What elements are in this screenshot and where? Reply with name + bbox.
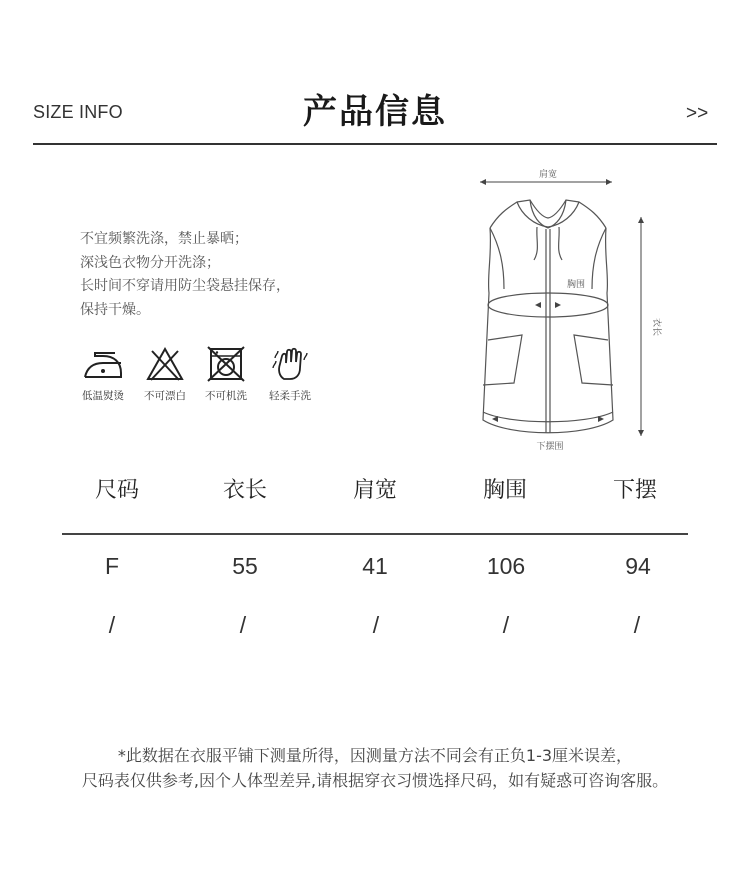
shoulder-arrow-left-icon — [480, 179, 486, 185]
shoulder-arrow-right-icon — [606, 179, 612, 185]
header-divider — [33, 143, 717, 145]
length-arrow-bottom-icon — [638, 430, 644, 436]
table-cell: / — [239, 612, 247, 638]
measurement-note — [0, 743, 750, 793]
table-cell: F — [104, 553, 120, 579]
care-label: 轻柔手洗 — [269, 390, 311, 402]
care-item-machine-wash — [198, 346, 254, 403]
note-line: 尺码表仅供参考,因个人体型差异,请根据穿衣习惯选择尺码，如有疑惑可咨询客服。 — [81, 771, 669, 790]
hem-label: 下摆围 — [536, 442, 564, 452]
care-line: 深浅色衣物分开洗涤； — [80, 254, 220, 271]
care-line: 保持干燥。 — [80, 301, 150, 318]
table-cell: / — [502, 612, 510, 638]
table-cell: 94 — [625, 553, 651, 579]
table-header-size: 尺码 — [94, 478, 139, 503]
table-header-length: 衣长 — [222, 478, 267, 503]
note-line: *此数据在衣服平铺下测量所得，因测量方法不同会有正负1-3厘米误差， — [117, 746, 633, 765]
care-line: 不宜频繁洗涤，禁止暴晒； — [80, 231, 248, 247]
no-machine-wash-icon — [207, 346, 245, 382]
care-label: 低温熨烫 — [82, 390, 124, 402]
care-label: 不可机洗 — [205, 390, 247, 402]
table-header-shoulder: 肩宽 — [352, 478, 397, 503]
chest-arrow-left-icon — [535, 302, 541, 308]
care-item-hand-wash — [262, 346, 318, 403]
care-label: 不可漂白 — [144, 390, 186, 402]
table-cell: 55 — [232, 553, 258, 579]
table-cell: 106 — [486, 553, 526, 579]
page-title: 产品信息 — [303, 92, 447, 132]
no-bleach-icon — [145, 346, 185, 382]
length-arrow-top-icon — [638, 217, 644, 223]
care-line: 长时间不穿请用防尘袋悬挂保存， — [80, 278, 290, 294]
table-divider — [62, 533, 688, 535]
gentle-hand-wash-icon — [270, 346, 310, 382]
table-header-chest: 胸围 — [482, 478, 527, 503]
care-instructions — [80, 228, 290, 322]
chest-label: 胸围 — [566, 280, 586, 290]
size-info-label: SIZE INFO — [33, 102, 123, 122]
table-header-hem: 下摆 — [612, 478, 657, 503]
table-cell: / — [633, 612, 641, 638]
table-cell: 41 — [362, 553, 388, 579]
chest-measure-ellipse — [488, 293, 608, 317]
table-cell: / — [108, 612, 116, 638]
care-item-bleach — [137, 346, 193, 403]
length-label: 衣长 — [651, 317, 661, 337]
table-cell: / — [372, 612, 380, 638]
vest-measurement-diagram — [470, 165, 670, 457]
care-item-iron — [75, 346, 131, 403]
chest-arrow-right-icon — [555, 302, 561, 308]
shoulder-label: 肩宽 — [538, 170, 558, 180]
next-arrow-button[interactable]: >> — [686, 103, 709, 124]
iron-low-temp-icon — [81, 346, 125, 382]
